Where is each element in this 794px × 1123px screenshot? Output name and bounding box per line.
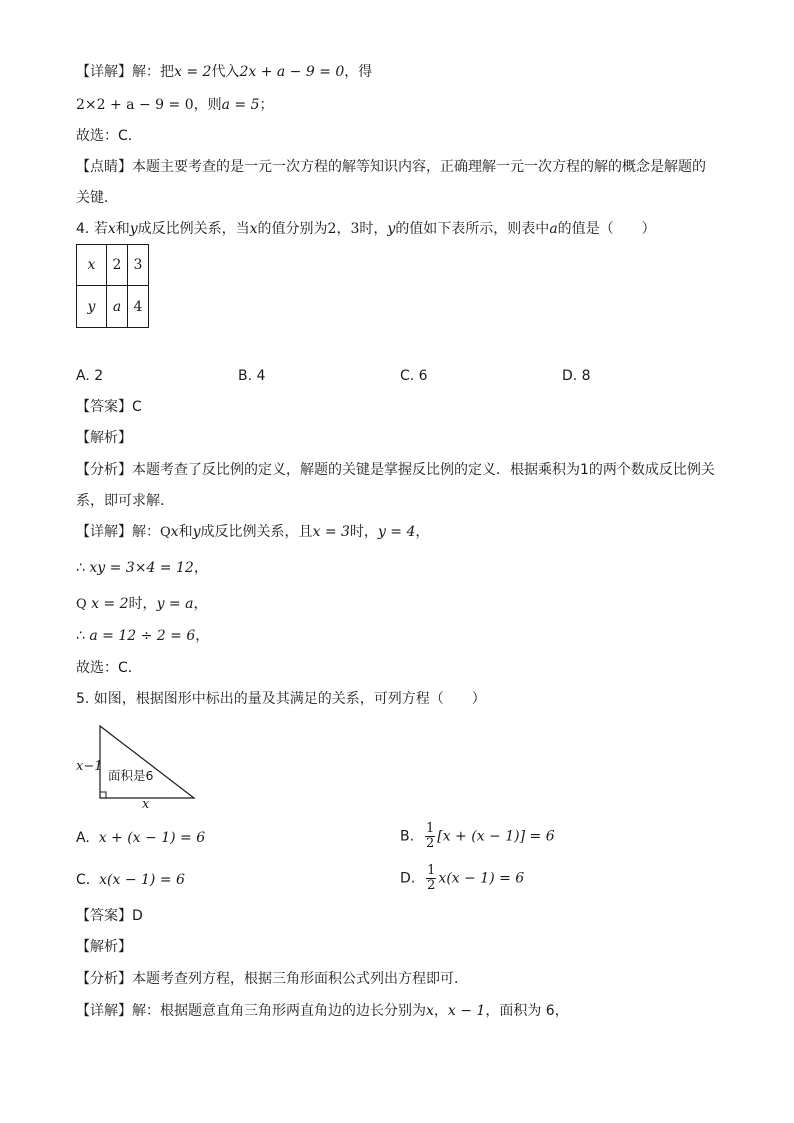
because-symbol: Q <box>76 597 87 612</box>
equation: x = 2 <box>174 64 212 80</box>
side-label: x−1 <box>76 759 103 774</box>
analysis-line-q5: 【分析】本题考查列方程，根据三角形面积公式列出方程即可． <box>76 971 468 987</box>
comment-line-q3-cont: 关键． <box>76 190 118 206</box>
option-c[interactable]: C. 6 <box>400 368 428 384</box>
fraction: $\frac{1}{2}$ <box>427 863 436 893</box>
table-cell: x <box>77 245 107 286</box>
table-cell: y <box>77 286 107 328</box>
option-d[interactable]: D. $\frac{1}{2}$ x(x − 1) = 6 <box>400 863 525 893</box>
table-cell: 4 <box>128 286 149 328</box>
triangle-figure <box>70 718 205 810</box>
fraction: $\frac{1}{2}$ <box>425 821 435 851</box>
option-b[interactable]: B. $\frac{1}{2}$ [x + (x − 1)] = 6 <box>400 821 555 851</box>
area-label: 面积是6 <box>108 768 154 783</box>
option-b[interactable]: B. 4 <box>238 368 266 384</box>
answer-q5: 【答案】D <box>76 908 143 924</box>
option-d[interactable]: D. 8 <box>562 368 591 384</box>
table-cell: 3 <box>128 245 149 286</box>
equation: 2x + a − 9 = 0 <box>239 64 345 80</box>
because-symbol: Q <box>160 525 171 540</box>
therefore-symbol: ∴ <box>76 628 85 644</box>
detail-line-q4: 【详解】解：Qx和y成反比例关系，且x = 3时，y = 4， <box>76 524 430 540</box>
table-cell: a <box>107 286 128 328</box>
choice-line-q4: 故选：C． <box>76 660 142 676</box>
analysis-line-q4: 【分析】本题考查了反比例的定义，解题的关键是掌握反比例的定义．根据乘积为1的两个数成反比例关 <box>76 462 715 478</box>
option-a[interactable]: A. 2 <box>76 368 104 384</box>
equation: 2×2 + a − 9 = 0 <box>76 97 194 113</box>
calc-line-q3: 2×2 + a − 9 = 0，则a = 5； <box>76 97 274 113</box>
question-4-stem: 4. 若x和y成反比例关系，当x的值分别为2，3时，y的值如下表所示，则表中a的值是（ ） <box>76 221 656 237</box>
right-triangle <box>100 726 194 798</box>
xy-table <box>76 244 149 328</box>
bottom-label: x <box>142 797 150 810</box>
calc-line-q4-3: ∴ a = 12 ÷ 2 = 6， <box>76 628 210 644</box>
answer-q4: 【答案】C <box>76 399 142 415</box>
comment-line-q3: 【点睛】本题主要考查的是一元一次方程的解等知识内容，正确理解一元一次方程的解的概念是解题的 <box>76 159 706 175</box>
calc-line-q4-2: Q x = 2时，y = a， <box>76 596 208 612</box>
analysis-heading-q4: 【解析】 <box>76 430 132 446</box>
detail-line-q3: 【详解】解：把x = 2代入2x + a − 9 = 0，得 <box>76 64 373 80</box>
question-5-stem: 5. 如图，根据图形中标出的量及其满足的关系，可列方程（ ） <box>76 691 486 707</box>
analysis-line-q4-cont: 系，即可求解． <box>76 493 174 509</box>
analysis-heading-q5: 【解析】 <box>76 939 132 955</box>
choice-line-q3: 故选：C． <box>76 128 142 144</box>
therefore-symbol: ∴ <box>76 560 85 576</box>
table-cell: 2 <box>107 245 128 286</box>
option-c[interactable]: C. x(x − 1) = 6 <box>76 872 185 888</box>
option-a[interactable]: A. x + (x − 1) = 6 <box>76 830 206 846</box>
detail-line-q5: 【详解】解：根据题意直角三角形两直角边的边长分别为x，x − 1，面积为 6， <box>76 1003 569 1019</box>
right-angle-mark <box>100 792 106 798</box>
calc-line-q4-1: ∴ xy = 3×4 = 12， <box>76 560 208 576</box>
equation: a = 5 <box>221 97 260 113</box>
